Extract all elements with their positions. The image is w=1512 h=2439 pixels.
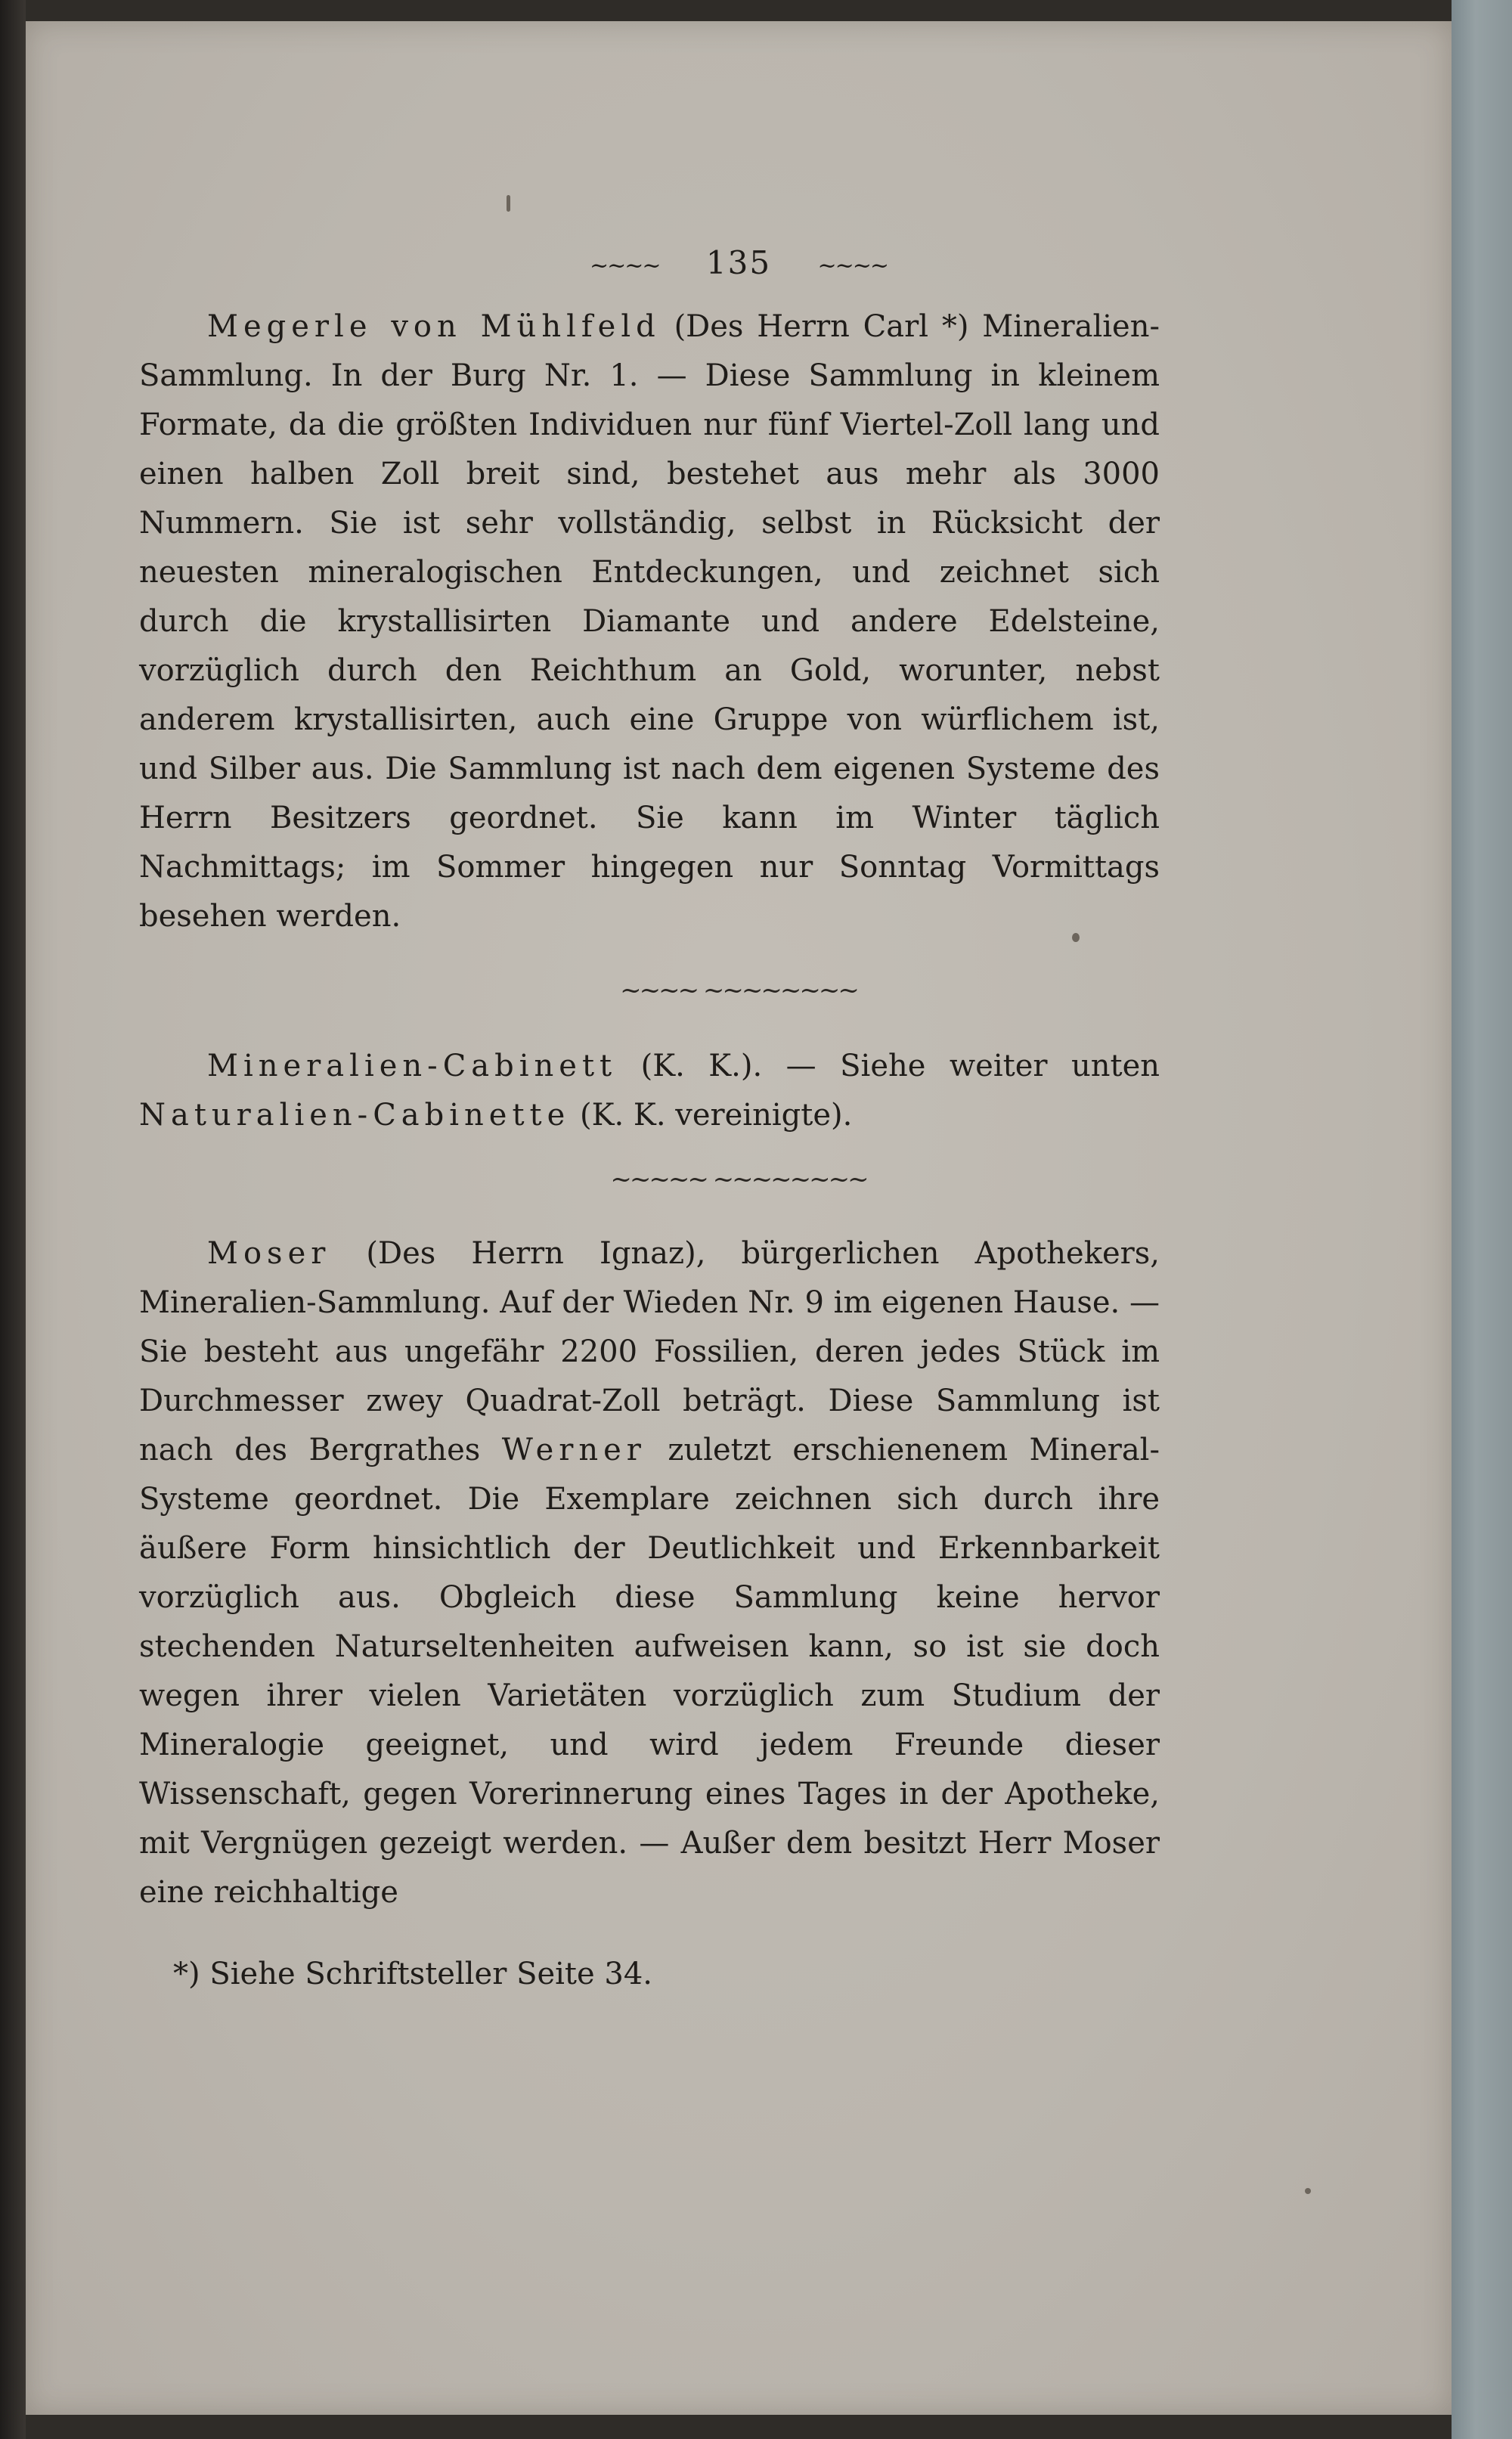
entry-name: Megerle von Mühlfeld xyxy=(207,309,661,344)
entry-moser xyxy=(139,1229,1160,1917)
entry-reference: Werner xyxy=(501,1433,646,1467)
entry-text-before: (K. K.). — Siehe weiter unten xyxy=(617,1049,1160,1083)
section-divider: ~~~~~ ~~~~~~~~ xyxy=(610,1164,867,1195)
binding-gutter xyxy=(0,0,26,2439)
head-ornament-left: ~~~~ xyxy=(589,252,660,279)
entry-paragraph xyxy=(139,302,1160,941)
paper-speck xyxy=(1305,2188,1311,2194)
page-number: 135 xyxy=(705,244,772,281)
entry-paragraph xyxy=(139,1042,1160,1140)
page-edge-stack xyxy=(1452,0,1512,2439)
footnote: *) Siehe Schriftsteller Seite 34. xyxy=(173,1957,653,1991)
entry-text-after: (K. K. vereinigte). xyxy=(570,1098,853,1133)
paper-speck xyxy=(507,195,510,212)
entry-reference: Naturalien-Cabinette xyxy=(139,1098,571,1133)
entry-text-before: (Des Herrn Ignaz), bürgerlichen Apothekers, Mineralien-Sammlung. Auf der Wieden Nr. 9 im eigenen Hause. — Sie besteht aus ungefähr 2200 Fossilien, deren jedes Stück im Durchmesser zwey Quadrat-Zoll beträgt. Diese Sammlung ist nach des Bergrathes xyxy=(139,1236,1160,1467)
entry-megerle xyxy=(139,302,1160,941)
head-ornament-right: ~~~~ xyxy=(817,252,888,279)
entry-name: Mineralien-Cabinett xyxy=(207,1049,618,1083)
book-page xyxy=(26,21,1452,2415)
paper-speck xyxy=(1072,933,1080,942)
section-divider: ~~~~ ~~~~~~~~ xyxy=(620,975,857,1006)
entry-paragraph xyxy=(139,1229,1160,1917)
running-head xyxy=(26,244,1452,281)
entry-text: (Des Herrn Carl *) Mineralien-Sammlung. In der Burg Nr. 1. — Diese Sammlung in kleinem Formate, da die größten Individuen nur fünf Viertel-Zoll lang und einen halben Zoll breit sind, bestehet aus mehr als 3000 Nummern. Sie ist sehr vollständig, selbst in Rücksicht der neuesten mineralogischen Entdeckungen, und zeichnet sich durch die krystallisirten Diamante und andere Edelsteine, vorzüglich durch den Reichthum an Gold, worunter, nebst anderem krystallisirten, auch eine Gruppe von würflichem ist, und Silber aus. Die Sammlung ist nach dem eigenen Systeme des Herrn Besitzers geordnet. Sie kann im Winter täglich Nachmittags; im Sommer hingegen nur Sonntag Vormittags besehen werden. xyxy=(139,309,1160,934)
entry-name: Moser xyxy=(207,1236,331,1271)
entry-text-after: zuletzt erschienenem Mineral-Systeme geordnet. Die Exemplare zeichnen sich durch ihre äußere Form hinsichtlich der Deutlichkeit und Erkennbarkeit vorzüglich aus. Obgleich diese Sammlung keine hervor stechenden Naturseltenheiten aufweisen kann, so ist sie doch wegen ihrer vielen Varietäten vorzüglich zum Studium der Mineralogie geeignet, und wird jedem Freunde dieser Wissenschaft, gegen Vorerinnerung eines Tages in der Apotheke, mit Vergnügen gezeigt werden. — Außer dem besitzt Herr Moser eine reichhaltige xyxy=(139,1433,1160,1910)
entry-mineralien-cabinett xyxy=(139,1042,1160,1140)
